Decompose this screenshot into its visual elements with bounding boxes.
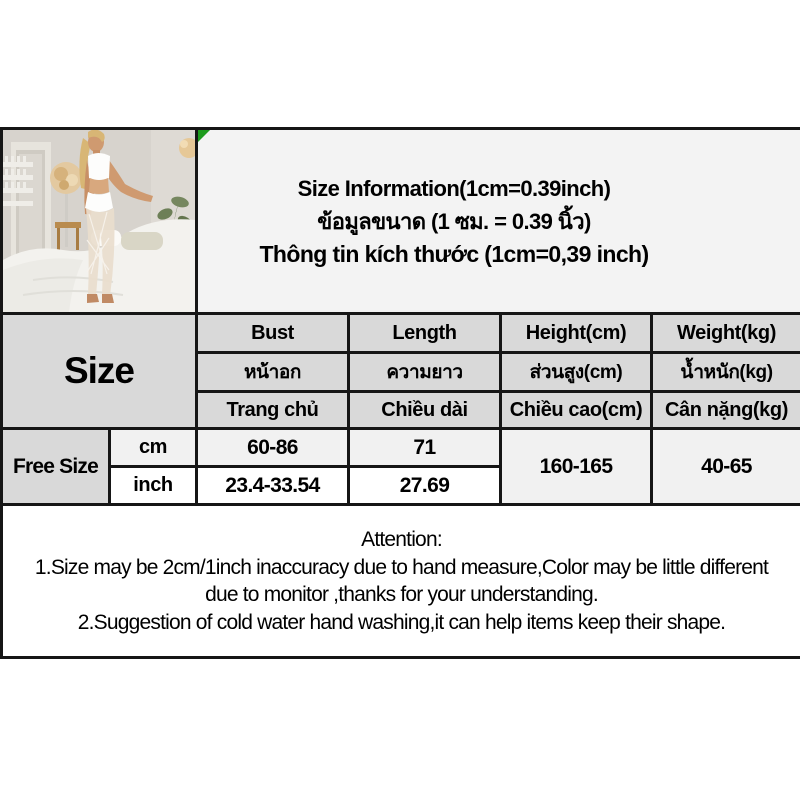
- green-corner-marker-icon: [198, 130, 210, 142]
- product-photo-illustration: [3, 130, 195, 312]
- header-bust-en: Bust: [197, 314, 349, 353]
- bikini-top: [88, 153, 110, 181]
- foot-left: [87, 294, 99, 303]
- header-length-vi: Chiều dài: [349, 392, 501, 429]
- value-bust-cm: 60-86: [197, 429, 349, 467]
- size-corner-cell: Size: [2, 314, 197, 429]
- header-weight-th: น้ำหนัก(kg): [652, 353, 800, 392]
- title-english: Size Information(1cm=0.39inch): [297, 175, 611, 201]
- attention-line-3: 2.Suggestion of cold water hand washing,it can help items keep their shape.: [77, 610, 726, 634]
- header-height-en: Height(cm): [501, 314, 652, 353]
- product-photo: [2, 129, 197, 314]
- attention-note: [2, 505, 800, 658]
- header-height-th: ส่วนสูง(cm): [501, 353, 652, 392]
- value-length-inch: 27.69: [349, 467, 501, 505]
- size-table: [0, 127, 800, 659]
- value-length-cm: 71: [349, 429, 501, 467]
- midriff: [89, 178, 109, 194]
- header-length-en: Length: [349, 314, 501, 353]
- unit-inch: inch: [110, 467, 197, 505]
- unit-cm: cm: [110, 429, 197, 467]
- header-bust-th: หน้าอก: [197, 353, 349, 392]
- header-weight-en: Weight(kg): [652, 314, 800, 353]
- attention-line-2: due to monitor ,thanks for your understanding.: [205, 583, 598, 606]
- header-weight-vi: Cân nặng(kg): [652, 392, 800, 429]
- header-length-th: ความยาว: [349, 353, 501, 392]
- value-height-range: 160-165: [501, 429, 652, 505]
- attention-heading: Attention:: [361, 528, 442, 551]
- header-bust-vi: Trang chủ: [197, 392, 349, 429]
- header-height-vi: Chiều cao(cm): [501, 392, 652, 429]
- bikini-bottom: [85, 192, 113, 212]
- value-bust-inch: 23.4-33.54: [197, 467, 349, 505]
- value-weight-range: 40-65: [652, 429, 800, 505]
- title-vietnamese: Thông tin kích thước (1cm=0,39 inch): [259, 240, 649, 267]
- title-thai: ข้อมูลขนาด (1 ซม. = 0.39 นิ้ว): [317, 208, 591, 234]
- row-label-free-size: Free Size: [2, 429, 110, 505]
- size-sheet: [0, 127, 800, 659]
- attention-line-1: 1.Size may be 2cm/1inch inaccuracy due to hand measure,Color may be little different: [34, 555, 769, 579]
- title-block: [197, 129, 800, 314]
- foot-right: [102, 294, 114, 303]
